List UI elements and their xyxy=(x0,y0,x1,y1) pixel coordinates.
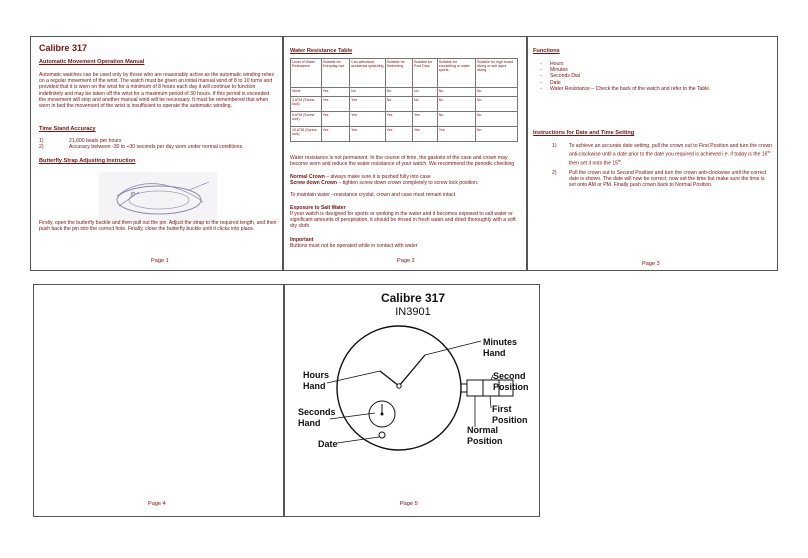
accuracy-item: 1) 21,600 beats per hours xyxy=(39,138,122,144)
table-row xyxy=(291,88,518,97)
important-text: Buttons must not be operated while in contact with water xyxy=(290,243,418,249)
manual-page-4 xyxy=(33,284,284,517)
list-item: - Minutes xyxy=(540,67,568,74)
important-heading: Important xyxy=(290,237,314,243)
manual-page-3 xyxy=(527,36,778,271)
maintain-text: To maintain water –resistance crystal, crown and case must remain intact xyxy=(290,192,456,198)
minute-hand xyxy=(399,355,425,386)
table-cell: No xyxy=(475,112,517,127)
table-cell: No xyxy=(437,88,475,97)
hours-leader xyxy=(327,371,380,383)
table-header-cell: Suitable for Pool Dips xyxy=(412,59,437,88)
step-number: 1) xyxy=(552,143,557,149)
seconds-label: Hand xyxy=(298,418,321,428)
diagram-title: Calibre 317 xyxy=(380,291,446,305)
table-cell: Yes xyxy=(321,88,350,97)
table-cell: No xyxy=(385,97,412,112)
table-header-cell: Suitable for Swimming xyxy=(385,59,412,88)
functions-list xyxy=(540,61,774,92)
minutes-label: Hand xyxy=(483,348,506,358)
page-number: Page 2 xyxy=(397,258,415,264)
salt-water-text: If your watch is designed for sports or working in the water and it becomes exposed to salt water or significant amounts of perspiration, it should be rinsed in fresh water and dried thoroughly with a soft dry cloth. xyxy=(290,211,516,230)
seconds-leader xyxy=(330,413,375,419)
list-item: - Water Resistance – Check the back of the watch and refer to the Table. xyxy=(540,85,711,92)
crown-notes xyxy=(290,174,522,186)
table-cell: No xyxy=(475,88,517,97)
page1-title: Calibre 317 xyxy=(39,43,88,53)
date-label: Date xyxy=(318,439,338,449)
second-position-label: Second xyxy=(493,371,526,381)
table-cell: No xyxy=(385,88,412,97)
table-header-cell: Suitable for Everyday use xyxy=(321,59,350,88)
table-cell: No xyxy=(412,97,437,112)
hour-hand xyxy=(380,371,399,386)
first-position-label: First xyxy=(492,404,512,414)
normal-position-label: Position xyxy=(467,436,503,446)
hours-label: Hours xyxy=(303,370,330,380)
table-cell: Yes xyxy=(385,112,412,127)
hours-label: Hand xyxy=(303,381,326,391)
table-cell: Yes xyxy=(321,97,350,112)
table-cell: No xyxy=(412,88,437,97)
normal-position-label: Normal xyxy=(467,425,499,435)
step-number: 2) xyxy=(552,170,557,176)
table-header-cell: Suitable for high board diving or sub aqua diving xyxy=(475,59,517,88)
table-cell: Yes xyxy=(350,127,385,142)
minutes-label: Minutes xyxy=(483,337,518,347)
manual-page-2 xyxy=(283,36,527,271)
crown-normal-position xyxy=(467,380,483,396)
seconds-label: Seconds xyxy=(298,407,336,417)
table-cell: 5 ATM (Screw lock) xyxy=(291,112,322,127)
normal-crown-note: Normal Crown – always make sure it is pushed fully into case xyxy=(290,174,431,180)
page-number: Page 4 xyxy=(148,501,166,507)
water-resistance-heading: Water Resistance Table xyxy=(290,48,353,54)
table-row xyxy=(291,112,518,127)
auto-movement-text: Automatic watches can be used only by those who are reasonably active as the automatic winding relies on a regular movement of the wrist. The watch must be given an initial manual wind of 8 to 10 turns and provided that it is worn on the wrist for a minimum of 8 hours each day it will continue to function indefinitely and may be taken off the wrist for a maximum period of 30 hours. If this period is exceeded the movement will stop and another manual wind will be necessary. It must be remembered that when worn in bed the movement of the wrist is insufficient to operate the automatic winding. xyxy=(39,72,275,110)
screw-crown-note: Screw down Crown – tighten screw down crown completely to screw lock position. xyxy=(290,180,479,187)
table-cell: 3 ATM (Screw lock) xyxy=(291,97,322,112)
second-position-label: Position xyxy=(493,382,529,392)
instructions-heading: Instructions for Date and Time Setting xyxy=(533,130,635,136)
accuracy-heading: Time Stand Accuracy xyxy=(39,126,96,132)
table-cell: Yes xyxy=(412,127,437,142)
table-header-cell: Suitable for snorkelling or water sports xyxy=(437,59,475,88)
subdial-pinion xyxy=(381,413,384,416)
table-row xyxy=(291,97,518,112)
watch-movement-diagram xyxy=(285,285,541,518)
list-item: - Date xyxy=(540,79,561,86)
diagram-model: IN3901 xyxy=(395,306,431,318)
table-cell: Yes xyxy=(321,127,350,142)
water-intro-text: Water resistance is not permanent. In the course of time, the gaskets of the case and crown may become worn and reduce the water resistance of your watch. We recommend the periodic checking xyxy=(290,155,515,168)
first-position-label: Position xyxy=(492,415,528,425)
center-pinion xyxy=(397,384,401,388)
date-leader xyxy=(337,437,379,443)
accuracy-item: 2) Accuracy between -30 to +30 seconds per day worn under normal conditions. xyxy=(39,144,244,151)
salt-water-heading: Exposure to Salt Water xyxy=(290,205,346,211)
table-cell: No xyxy=(475,97,517,112)
table-cell: No xyxy=(437,112,475,127)
page-number: Page 1 xyxy=(151,258,169,264)
step-2-text: Pull the crown out to Second Position and turn the crown anti-clockwise until the correct date is shown. The date will now be correct, now set the time but make sure the time is set onto AM or PM. Finally push crown back to Normal Position. xyxy=(569,170,767,189)
table-header-cell: Can withstand accidental splashing xyxy=(350,59,385,88)
manual-page-1 xyxy=(30,36,283,271)
table-header-cell: Level of Water Resistance xyxy=(291,59,322,88)
first-position-leader xyxy=(490,396,491,408)
table-cell: Yes xyxy=(350,97,385,112)
page-number: Page 5 xyxy=(400,501,418,507)
table-cell: Yes xyxy=(350,112,385,127)
water-resistance-table xyxy=(290,58,518,142)
functions-heading: Functions xyxy=(533,48,560,54)
table-cell: Yes xyxy=(412,112,437,127)
table-cell: Yes xyxy=(385,127,412,142)
accuracy-list xyxy=(39,138,277,150)
crown-stem xyxy=(461,384,467,392)
table-cell: No xyxy=(350,88,385,97)
table-cell: No xyxy=(475,127,517,142)
manual-page-5 xyxy=(284,284,540,517)
butterfly-strap-illustration xyxy=(99,172,217,222)
table-cell: Yes xyxy=(437,127,475,142)
strap-text: Firstly, open the butterfly buckle and then pull out the pin. Adjust the strap to the required length, and then push back the pin into the correct hole. Finally, close the butterfly buckle until it clicks into place. xyxy=(39,220,277,233)
strap-heading: Butterfly Strap Adjusting Instruction xyxy=(39,158,136,164)
table-cell: Yes xyxy=(321,112,350,127)
step-1-text: To achieve an accurate date setting, pull the crown out to First Position and turn the crown anti-clockwise until a date prior to the date you required is achieved i.e. if today is the 16th then set it onto the 15th. xyxy=(569,143,773,167)
table-header-row xyxy=(291,59,518,88)
page-number: Page 3 xyxy=(642,261,660,267)
table-cell: No xyxy=(437,97,475,112)
auto-movement-heading: Automatic Movement Operation Manual xyxy=(39,59,145,65)
list-item: - Hours xyxy=(540,61,564,67)
date-aperture xyxy=(379,432,385,438)
table-row xyxy=(291,127,518,142)
minutes-leader xyxy=(425,341,481,355)
table-cell: 10 ATM (Screw lock) xyxy=(291,127,322,142)
list-item: - Seconds Dial xyxy=(540,73,581,80)
table-cell: None xyxy=(291,88,322,97)
